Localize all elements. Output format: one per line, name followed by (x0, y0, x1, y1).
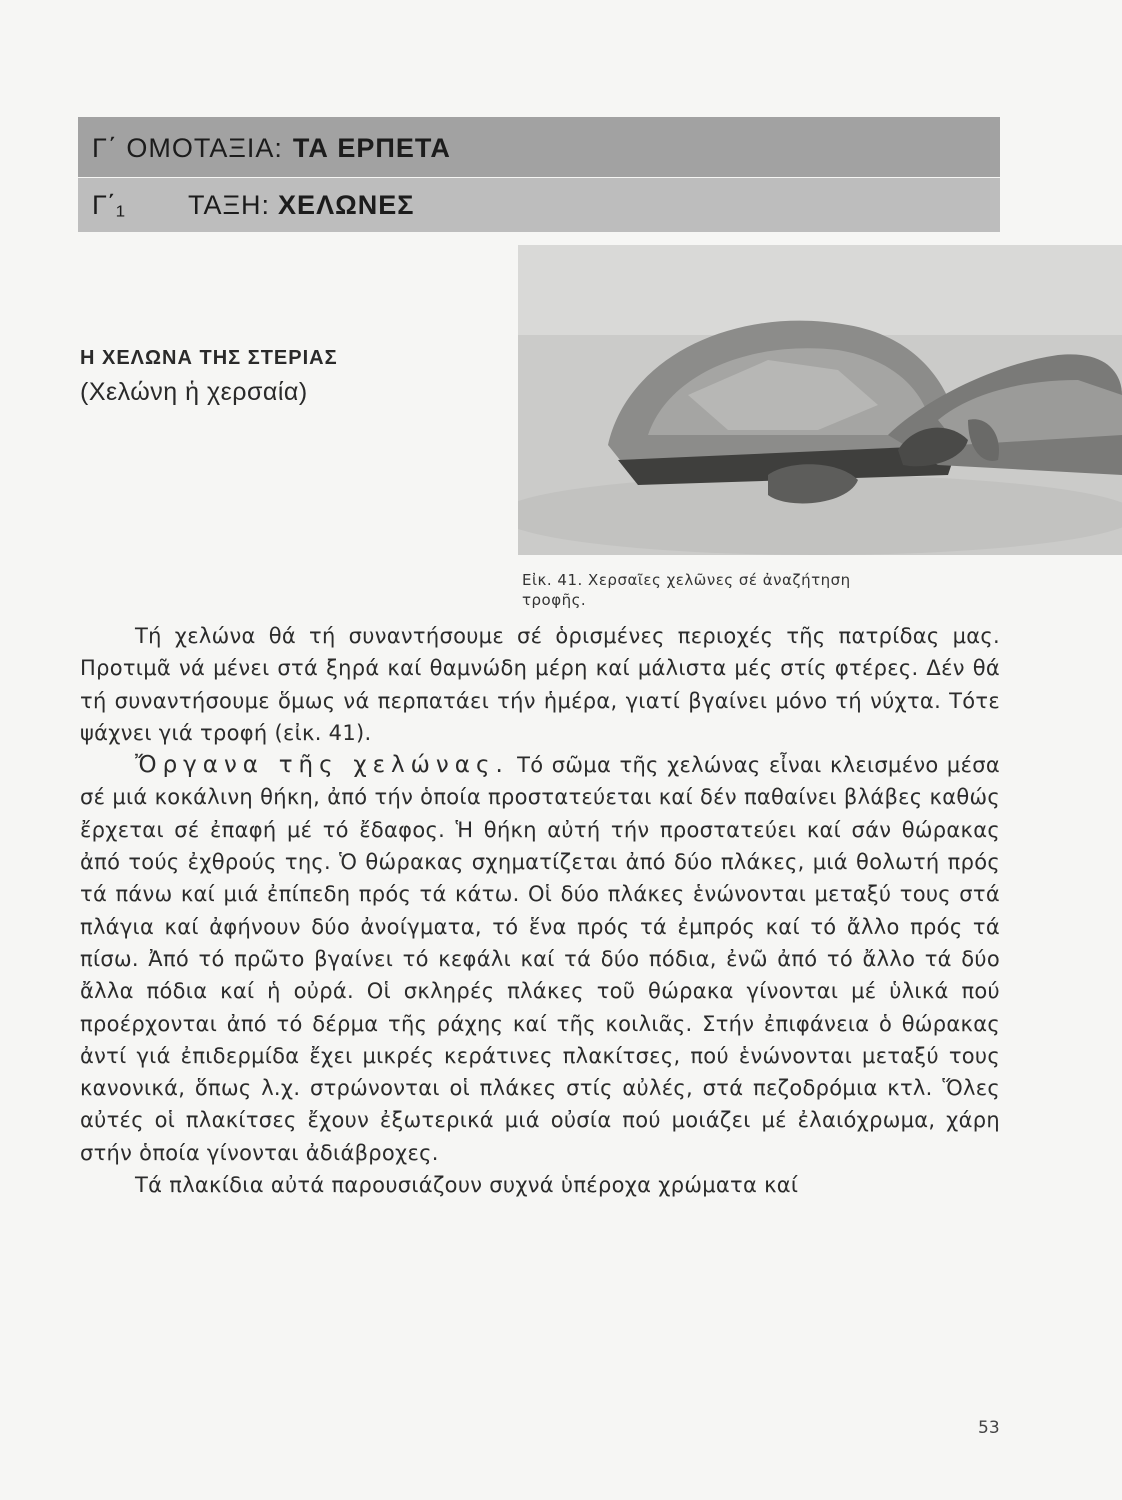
paragraph-plates: Τά πλακίδια αὐτά παρουσιάζουν συχνά ὑπέροχα χρώματα καί (135, 1173, 799, 1198)
class-header-band (78, 117, 1000, 177)
paragraph-heading: Ὄργανα τῆς χελώνας. (135, 752, 509, 779)
tortoise-photo (518, 245, 1122, 555)
species-subtitle: (Χελώνη ἡ χερσαία) (80, 378, 308, 406)
class-header-title: ΤΑ ΕΡΠΕΤΑ (292, 133, 451, 163)
tortoise-illustration (518, 245, 1122, 555)
order-header (188, 190, 414, 221)
body-text (80, 620, 1000, 1201)
order-header-prefix: ΤΑΞΗ: (188, 190, 271, 220)
paragraph-organs-text: Τό σῶμα τῆς χελώνας εἶναι κλεισμένο μέσα σέ μιά κοκάλινη θήκη, ἀπό τήν ὁποία προστατεύεται καί δέν παθαίνει βλάβες καθώς ἔρχεται σέ ἐπαφή μέ τό ἔδαφος. Ἡ θήκη αὐτή τήν προστατεύει καί σάν θώρακας ἀπό τούς ἐχθρούς της. Ὁ θώρακας σχηματίζεται ἀπό δύο πλάκες, μιά θολωτή πρός τά πάνω καί μιά ἐπίπεδη πρός τά κάτω. Οἱ δύο πλάκες ἑνώνονται μεταξύ τους στά πλάγια καί ἀφήνουν δύο ἀνοίγματα, τό ἕνα πρός τά ἐμπρός καί τό ἄλλο πρός τά πίσω. Ἀπό τό πρῶτο βγαίνει τό κεφάλι καί τά δύο πόδια, ἐνῶ ἀπό τό ἄλλο τά δύο ἄλλα πόδια καί ἡ οὐρά. Οἱ σκληρές πλάκες τοῦ θώρακα γίνονται μέ ὑλικά πού προέρχονται ἀπό τό δέρμα τῆς ράχης καί τῆς κοιλιᾶς. Στήν ἐπιφάνεια ὁ θώρακας ἀντί γιά ἐπιδερμίδα ἔχει μικρές κεράτινες πλακίτσες, πού ἑνώνονται μεταξύ τους κανονικά, ὅπως λ.χ. στρώνονται οἱ πλάκες στίς αὐλές, στά πεζοδρόμια κτλ. Ὅλες αὐτές οἱ πλακίτσες ἔχουν ἐξωτερικά μιά οὐσία πού μοιάζει μέ ἐλαιόχρωμα, χάρη στήν ὁποία γίνονται ἀδιάβροχες. (80, 753, 1000, 1165)
paragraph-organs (80, 749, 1000, 1169)
paragraph-habitat: Τή χελώνα θά τή συναντήσουμε σέ ὁρισμένες περιοχές τῆς πατρίδας μας. Προτιμᾶ νά μένει στά ξηρά καί θαμνώδη μέρη καί μάλιστα μές στίς φτέρες. Δέν θά τή συναντήσουμε ὅμως νά περπατάει τήν ἡμέρα, γιατί βγαίνει μόνο τή νύχτα. Τότε ψάχνει γιά τροφή (εἰκ. 41). (80, 624, 1000, 745)
order-header-number: Γ΄₁ (92, 190, 125, 220)
species-title: Η ΧΕΛΩΝΑ ΤΗΣ ΣΤΕΡΙΑΣ (80, 347, 338, 369)
order-header-title: ΧΕΛΩΝΕΣ (278, 190, 415, 220)
page-number: 53 (978, 1418, 1000, 1438)
class-header-prefix: Γ΄ ΟΜΟΤΑΞΙΑ: (92, 133, 283, 163)
class-header (92, 133, 451, 164)
order-header-band (78, 178, 1000, 232)
figure-caption: Εἰκ. 41. Χερσαῖες χελῶνες σέ ἀναζήτηση τροφῆς. (522, 571, 851, 609)
